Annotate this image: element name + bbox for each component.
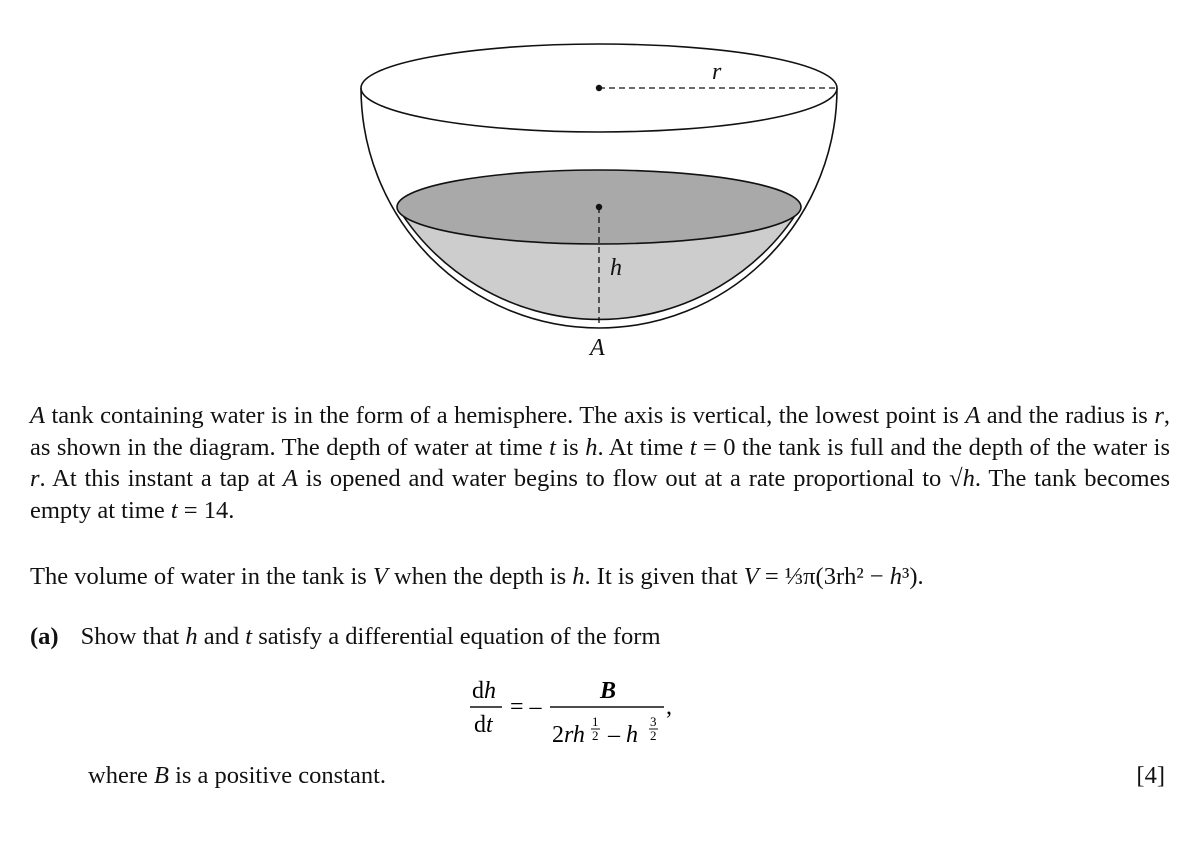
problem-statement: A tank containing water is in the form of a hemisphere. The axis is vertical, the lowest point is A and the radius is r, as shown in the diagram. The depth of water at time t is h. At time t = 0 the tank is full and the depth of the water is r. At this instant a tap at A is opened and water begins to flow out at a rate proportional to √h. The tank becomes empty at time t = 14.	[30, 402, 1171, 524]
part-a-text: Show that h and t satisfy a differential equation of the form	[80, 623, 661, 650]
svg-text:1: 1	[592, 714, 599, 729]
svg-text:– h: – h	[608, 722, 638, 748]
svg-text:,: ,	[666, 694, 672, 720]
part-a-question	[30, 623, 661, 651]
label-h: h	[610, 255, 622, 281]
svg-text:2: 2	[592, 728, 599, 743]
svg-text:2: 2	[650, 728, 657, 743]
hemisphere-tank-diagram	[0, 0, 1197, 380]
constant-note: where B is a positive constant.	[88, 762, 387, 789]
svg-text:3: 3	[650, 714, 657, 729]
differential-equation	[466, 672, 706, 752]
marks-label: [4]	[1136, 762, 1165, 789]
eq-lhs-denominator: dt	[474, 712, 493, 738]
eq-equals: = –	[510, 694, 542, 720]
label-r: r	[712, 59, 722, 85]
eq-lhs-numerator: dh	[472, 678, 496, 704]
eq-rhs-denominator	[552, 714, 658, 748]
part-a-label: (a)	[30, 623, 59, 650]
surface-centre-point	[596, 204, 602, 210]
svg-text:2rh: 2rh	[552, 722, 585, 748]
eq-rhs-numerator: B	[600, 678, 617, 704]
volume-statement: The volume of water in the tank is V when the depth is h. It is given that V = ⅓π(3rh² − h³).	[30, 563, 924, 590]
label-A: A	[590, 335, 605, 361]
rim-centre-point	[596, 85, 602, 91]
